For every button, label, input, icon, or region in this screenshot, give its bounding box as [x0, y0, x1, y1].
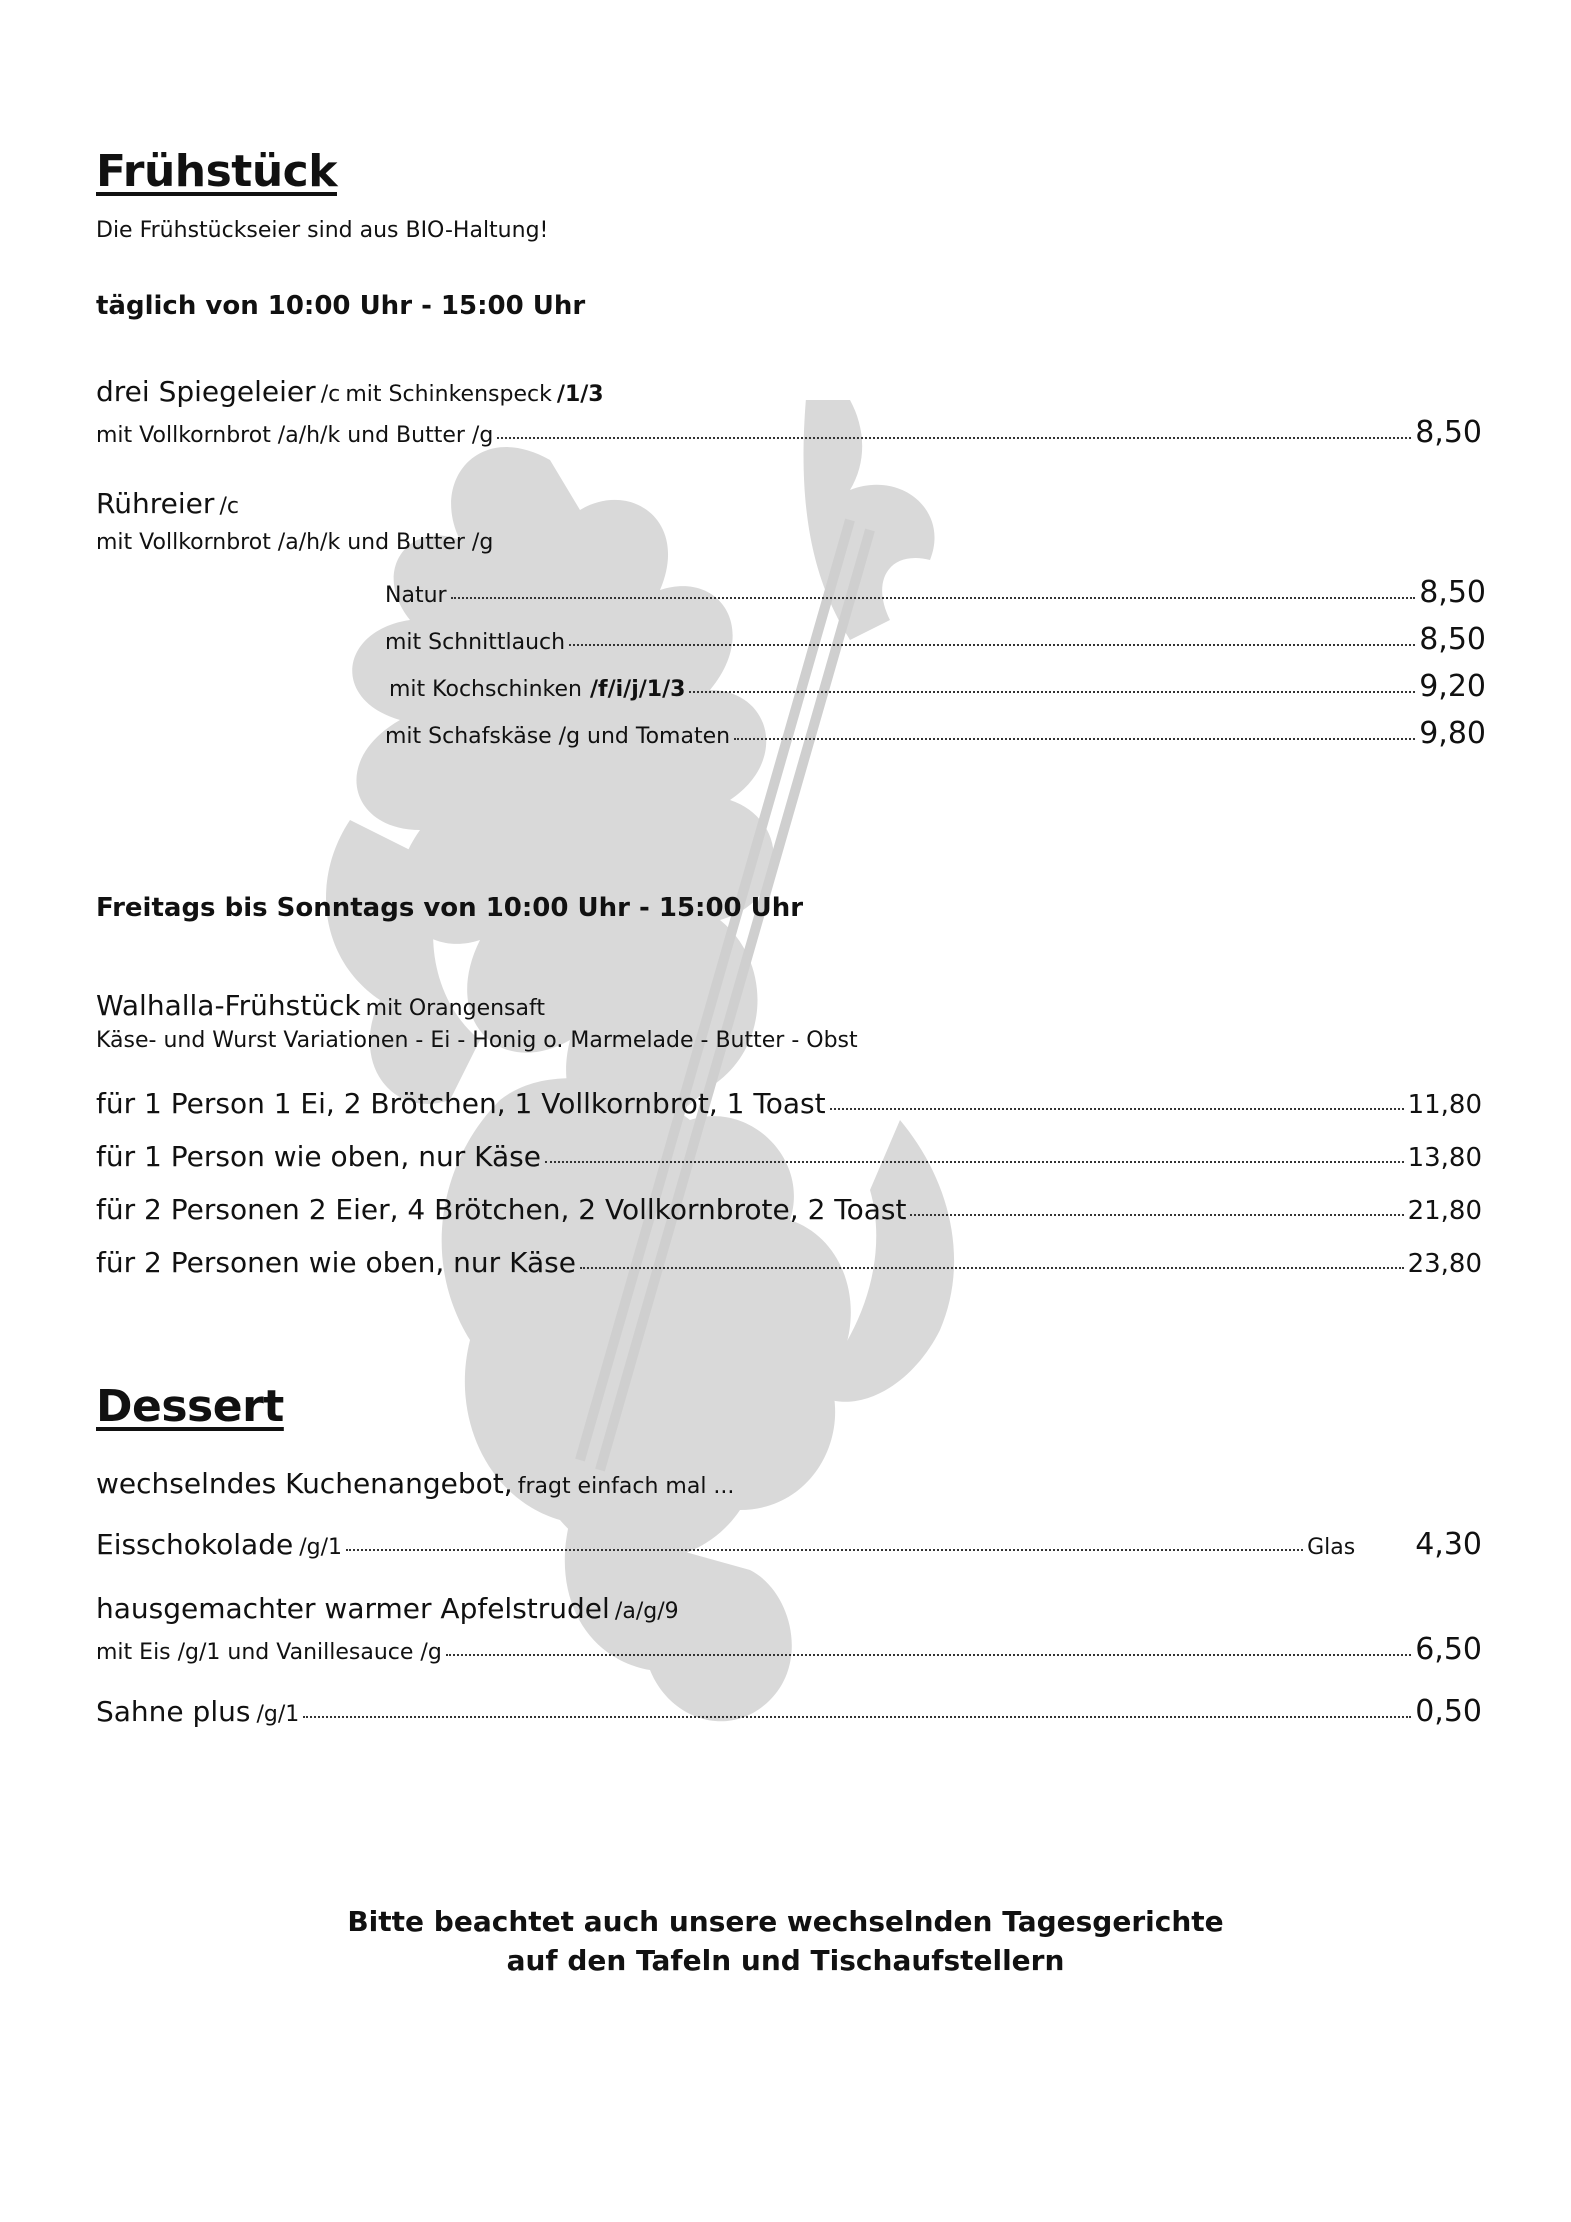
sahne-title: Sahne plus	[96, 1695, 251, 1728]
dot-leader	[545, 1161, 1404, 1163]
option-label: für 2 Personen wie oben, nur Käse	[96, 1246, 576, 1279]
strudel-code: /a/g/9	[614, 1599, 679, 1624]
dot-leader	[734, 738, 1415, 740]
variant-price: 9,20	[1419, 669, 1486, 704]
variant-code: /f/i/j/1/3	[589, 677, 686, 702]
option-price: 11,80	[1407, 1090, 1482, 1120]
walhalla-option-row	[96, 1140, 1482, 1173]
kuchen-line	[96, 1467, 735, 1500]
dot-leader	[569, 644, 1415, 646]
ruehreier-line2: mit Vollkornbrot /a/h/k und Butter /g	[96, 530, 494, 555]
walhalla-option-row	[96, 1246, 1482, 1279]
option-label: für 2 Personen 2 Eier, 4 Brötchen, 2 Vollkornbrote, 2 Toast	[96, 1193, 907, 1226]
strudel-price-row	[96, 1632, 1482, 1667]
dot-leader	[830, 1108, 1404, 1110]
dot-leader	[497, 437, 1411, 439]
kuchen-suffix: fragt einfach mal ...	[517, 1474, 735, 1499]
daily-hours: täglich von 10:00 Uhr - 15:00 Uhr	[96, 291, 586, 321]
dot-leader	[303, 1716, 1411, 1718]
spiegeleier-suffix: mit Schinkenspeck	[345, 382, 552, 407]
variant-price: 8,50	[1419, 622, 1486, 657]
option-price: 23,80	[1407, 1249, 1482, 1279]
option-label: für 1 Person wie oben, nur Käse	[96, 1140, 541, 1173]
strudel-price: 6,50	[1415, 1632, 1482, 1667]
spiegeleier-allergen: /c	[320, 382, 341, 407]
dot-leader	[580, 1267, 1404, 1269]
variant-price: 8,50	[1419, 575, 1486, 610]
dot-leader	[446, 1654, 1411, 1656]
footer-note	[0, 1902, 1571, 1980]
variant-label: mit Schnittlauch	[385, 630, 566, 655]
walhalla-description: Käse- und Wurst Variationen - Ei - Honig o. Marmelade - Butter - Obst	[96, 1028, 858, 1053]
walhalla-title: Walhalla-Frühstück	[96, 989, 361, 1022]
eis-title: Eisschokolade	[96, 1528, 294, 1561]
ruehreier-variant-row	[389, 669, 1486, 704]
eis-price: 4,30	[1415, 1527, 1482, 1562]
sahne-price: 0,50	[1415, 1694, 1482, 1729]
walhalla-title-line	[96, 989, 545, 1022]
walhalla-option-row	[96, 1193, 1482, 1226]
ruehreier-variant-row	[385, 575, 1486, 610]
option-price: 13,80	[1407, 1143, 1482, 1173]
strudel-title: hausgemachter warmer Apfelstrudel	[96, 1592, 610, 1625]
eis-code: /g/1	[299, 1535, 342, 1560]
spiegeleier-suffix-code: /1/3	[556, 382, 604, 407]
ruehreier-variant-row	[385, 716, 1486, 751]
dot-leader	[451, 597, 1416, 599]
eis-unit: Glas	[1307, 1535, 1356, 1560]
variant-price: 9,80	[1419, 716, 1486, 751]
sahne-row	[96, 1694, 1482, 1729]
spiegeleier-title: drei Spiegeleier	[96, 375, 316, 408]
spiegeleier-price-row	[96, 415, 1482, 450]
dot-leader	[689, 691, 1415, 693]
variant-label: mit Kochschinken	[389, 677, 582, 702]
dot-leader	[346, 1549, 1303, 1551]
section-heading-fruehstueck: Frühstück	[96, 146, 337, 197]
section-heading-dessert: Dessert	[96, 1381, 284, 1432]
kuchen-title: wechselndes Kuchenangebot,	[96, 1467, 513, 1500]
strudel-line2: mit Eis /g/1 und Vanillesauce /g	[96, 1640, 442, 1665]
option-price: 21,80	[1407, 1196, 1482, 1226]
bio-eggs-note: Die Frühstückseier sind aus BIO-Haltung!	[96, 218, 549, 243]
walhalla-suffix: mit Orangensaft	[365, 996, 545, 1021]
spiegeleier-price: 8,50	[1415, 415, 1482, 450]
variant-label: Natur	[385, 583, 447, 608]
ruehreier-title: Rühreier	[96, 487, 215, 520]
option-label: für 1 Person 1 Ei, 2 Brötchen, 1 Vollkornbrot, 1 Toast	[96, 1087, 826, 1120]
ruehreier-title-line	[96, 487, 239, 520]
eisschokolade-row	[96, 1527, 1482, 1562]
spiegeleier-line2: mit Vollkornbrot /a/h/k und Butter /g	[96, 423, 494, 448]
variant-label: mit Schafskäse /g und Tomaten	[385, 724, 731, 749]
footer-line-2: auf den Tafeln und Tischaufstellern	[506, 1944, 1065, 1978]
walhalla-option-row	[96, 1087, 1482, 1120]
sahne-code: /g/1	[256, 1702, 300, 1727]
footer-line-1: Bitte beachtet auch unsere wechselnden Tagesgerichte	[347, 1905, 1224, 1938]
spiegeleier-title-line	[96, 375, 604, 408]
strudel-title-line	[96, 1592, 679, 1625]
ruehreier-allergen: /c	[219, 494, 239, 519]
dot-leader	[910, 1214, 1403, 1216]
weekend-hours: Freitags bis Sonntags von 10:00 Uhr - 15:00 Uhr	[96, 893, 804, 923]
ruehreier-variant-row	[385, 622, 1486, 657]
